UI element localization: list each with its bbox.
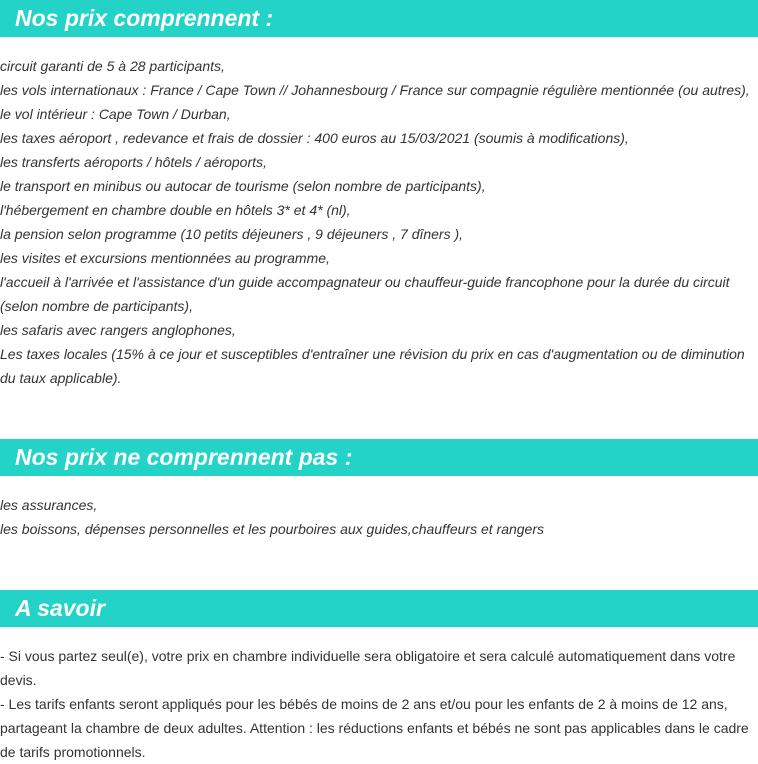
list-item: les transferts aéroports / hôtels / aéroports, bbox=[0, 154, 267, 170]
section-header-excluded bbox=[0, 439, 758, 476]
included-list bbox=[0, 54, 757, 390]
list-item: - Si vous partez seul(e), votre prix en chambre individuelle sera obligatoire et sera calculé automatiquement dans votre devis. bbox=[0, 648, 736, 688]
list-item: Les taxes locales (15% à ce jour et susceptibles d'entraîner une révision du prix en cas d'augmentation ou de diminution du taux applicable). bbox=[0, 346, 745, 386]
list-item: la pension selon programme (10 petits déjeuners , 9 déjeuners , 7 dîners ), bbox=[0, 226, 464, 242]
excluded-list bbox=[0, 493, 757, 541]
list-item: circuit garanti de 5 à 28 participants, bbox=[0, 58, 225, 74]
section-header-included bbox=[0, 0, 758, 37]
section-title: Nos prix ne comprennent pas : bbox=[15, 444, 353, 470]
info-list bbox=[0, 644, 757, 764]
list-item: l'accueil à l'arrivée et l'assistance d'un guide accompagnateur ou chauffeur-guide francophone pour la durée du circuit (selon nombre de participants), bbox=[0, 274, 730, 314]
list-item: les vols internationaux : France / Cape Town // Johannesbourg / France sur compagnie régulière mentionnée (ou autres), bbox=[0, 82, 750, 98]
list-item: le transport en minibus ou autocar de tourisme (selon nombre de participants), bbox=[0, 178, 486, 194]
list-item: les safaris avec rangers anglophones, bbox=[0, 322, 236, 338]
section-title: A savoir bbox=[15, 595, 105, 621]
list-item: les taxes aéroport , redevance et frais de dossier : 400 euros au 15/03/2021 (soumis à modifications), bbox=[0, 130, 629, 146]
list-item: les visites et excursions mentionnées au programme, bbox=[0, 250, 330, 266]
list-item: les boissons, dépenses personnelles et les pourboires aux guides,chauffeurs et rangers bbox=[0, 521, 544, 537]
list-item: l'hébergement en chambre double en hôtels 3* et 4* (nl), bbox=[0, 202, 351, 218]
list-item: le vol intérieur : Cape Town / Durban, bbox=[0, 106, 231, 122]
section-title: Nos prix comprennent : bbox=[15, 5, 274, 31]
list-item: - Les tarifs enfants seront appliqués pour les bébés de moins de 2 ans et/ou pour les enfants de 2 à moins de 12 ans, partageant la chambre de deux adultes. Attention : les réductions enfants et bébés ne sont pas applicables dans le cadre de tarifs promotionnels. bbox=[0, 696, 749, 760]
list-item: les assurances, bbox=[0, 497, 98, 513]
section-header-info bbox=[0, 590, 758, 627]
